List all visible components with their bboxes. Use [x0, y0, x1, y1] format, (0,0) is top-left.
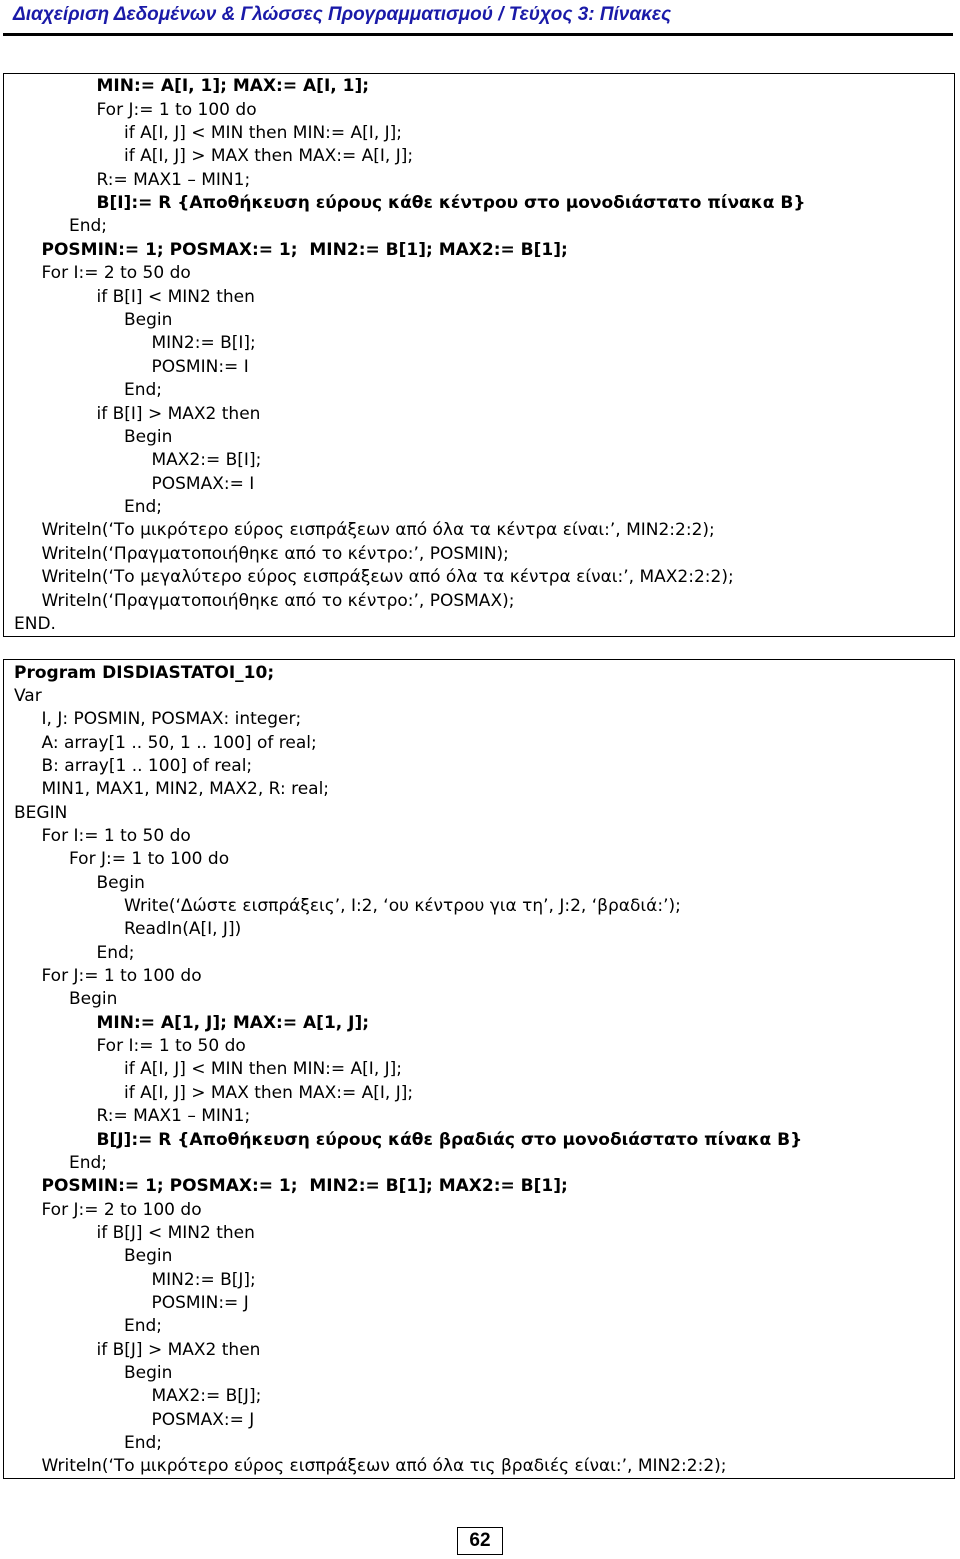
code-line: MIN2:= B[J];: [151, 1269, 256, 1290]
code-line: Begin: [124, 1363, 173, 1383]
code-line: R:= MAX1 – MIN1;: [96, 169, 251, 190]
code-line: For J:= 1 to 100 do: [96, 99, 257, 120]
code-line: End;: [69, 216, 108, 237]
code-line: For J:= 1 to 100 do: [69, 849, 230, 870]
code-line: END.: [14, 613, 56, 634]
header-title: Διαχείριση Δεδομένων & Γλώσσες Προγραμματισμού / Τεύχος 3: Πίνακες: [13, 4, 672, 25]
code-line: POSMAX:= I: [151, 473, 255, 494]
code-line: MAX2:= B[J];: [151, 1386, 262, 1407]
code-line: Writeln(‘Το μικρότερο εύρος εισπράξεων από όλα τα κέντρα είναι:’, MIN2:2:2);: [41, 520, 715, 541]
code-line: Writeln(‘Το μικρότερο εύρος εισπράξεων από όλα τις βραδιές είναι:’, MIN2:2:2);: [41, 1456, 727, 1477]
code-line: Readln(A[I, J]): [124, 919, 242, 940]
code-line: POSMAX:= J: [151, 1409, 255, 1430]
code-line: Begin: [124, 310, 173, 330]
code-line: B[I]:= R {Αποθήκευση εύρους κάθε κέντρου στο μονοδιάστατο πίνακα B}: [96, 193, 806, 214]
code-line: End;: [69, 1152, 108, 1173]
code-line: Writeln(‘Πραγματοποιήθηκε από το κέντρο:’, POSMIN);: [41, 543, 509, 564]
code-line: if B[J] > MAX2 then: [96, 1339, 261, 1360]
code-line: Program DISDIASTATOI_10;: [14, 662, 275, 683]
code-line: End;: [124, 1316, 163, 1337]
code-line: End;: [96, 942, 135, 963]
code-listing-program: [3, 659, 955, 1479]
code-line: End;: [124, 497, 163, 518]
code-line: For J:= 2 to 100 do: [41, 1199, 202, 1220]
code-line: Writeln(‘Το μεγαλύτερο εύρος εισπράξεων από όλα τα κέντρα είναι:’, MAX2:2:2);: [41, 567, 734, 588]
code-line: B[J]:= R {Αποθήκευση εύρους κάθε βραδιάς στο μονοδιάστατο πίνακα B}: [96, 1129, 803, 1150]
code-line: MAX2:= B[I];: [151, 450, 262, 471]
code-line: if B[I] > MAX2 then: [96, 403, 261, 424]
code-line: MIN1, MAX1, MIN2, MAX2, R: real;: [41, 779, 330, 800]
code-line: B: array[1 .. 100] of real;: [41, 755, 253, 776]
code-line: For I:= 1 to 50 do: [96, 1036, 246, 1057]
code-line: For I:= 2 to 50 do: [41, 263, 191, 284]
code-line: Writeln(‘Πραγματοποιήθηκε από το κέντρο:’, POSMAX);: [41, 590, 515, 611]
code-line: Var: [14, 685, 42, 706]
code-line: End;: [124, 380, 163, 401]
code-line: if A[I, J] > MAX then MAX:= A[I, J];: [124, 1082, 414, 1103]
code-line: A: array[1 .. 50, 1 .. 100] of real;: [41, 732, 317, 753]
code-line: For I:= 1 to 50 do: [41, 825, 191, 846]
page-number: 62: [469, 1530, 491, 1551]
code-listing-continued: [3, 73, 955, 637]
page-number-box: [457, 1527, 503, 1555]
page-header: [3, 0, 953, 36]
code-line: R:= MAX1 – MIN1;: [96, 1106, 251, 1127]
code-line: Write(‘Δώστε εισπράξεις’, I:2, ‘ου κέντρου για τη’, J:2, ‘βραδιά:’);: [124, 896, 681, 916]
code-line: POSMIN:= I: [151, 356, 249, 377]
code-line: For J:= 1 to 100 do: [41, 966, 202, 987]
code-line: if B[J] < MIN2 then: [96, 1222, 255, 1243]
code-line: if B[I] < MIN2 then: [96, 286, 255, 307]
code-line: Begin: [124, 426, 173, 447]
code-line: if A[I, J] < MIN then MIN:= A[I, J];: [124, 1059, 403, 1080]
code-line: Begin: [69, 989, 118, 1010]
code-line: if A[I, J] > MAX then MAX:= A[I, J];: [124, 146, 414, 167]
code-line: Begin: [124, 1246, 173, 1267]
code-line: Begin: [96, 872, 145, 893]
code-line: POSMIN:= J: [151, 1292, 249, 1313]
code-line: POSMIN:= 1; POSMAX:= 1; MIN2:= B[1]; MAX2:= B[1];: [41, 1176, 568, 1197]
code-line: End;: [124, 1433, 163, 1454]
code-line: if A[I, J] < MIN then MIN:= A[I, J];: [124, 122, 403, 143]
code-line: POSMIN:= 1; POSMAX:= 1; MIN2:= B[1]; MAX2:= B[1];: [41, 239, 568, 260]
code-line: MIN2:= B[I];: [151, 333, 256, 354]
code-line: MIN:= A[I, 1]; MAX:= A[I, 1];: [96, 76, 370, 97]
code-line: I, J: POSMIN, POSMAX: integer;: [41, 709, 302, 730]
code-line: MIN:= A[1, J]; MAX:= A[1, J];: [96, 1012, 370, 1033]
code-line: BEGIN: [14, 802, 68, 823]
